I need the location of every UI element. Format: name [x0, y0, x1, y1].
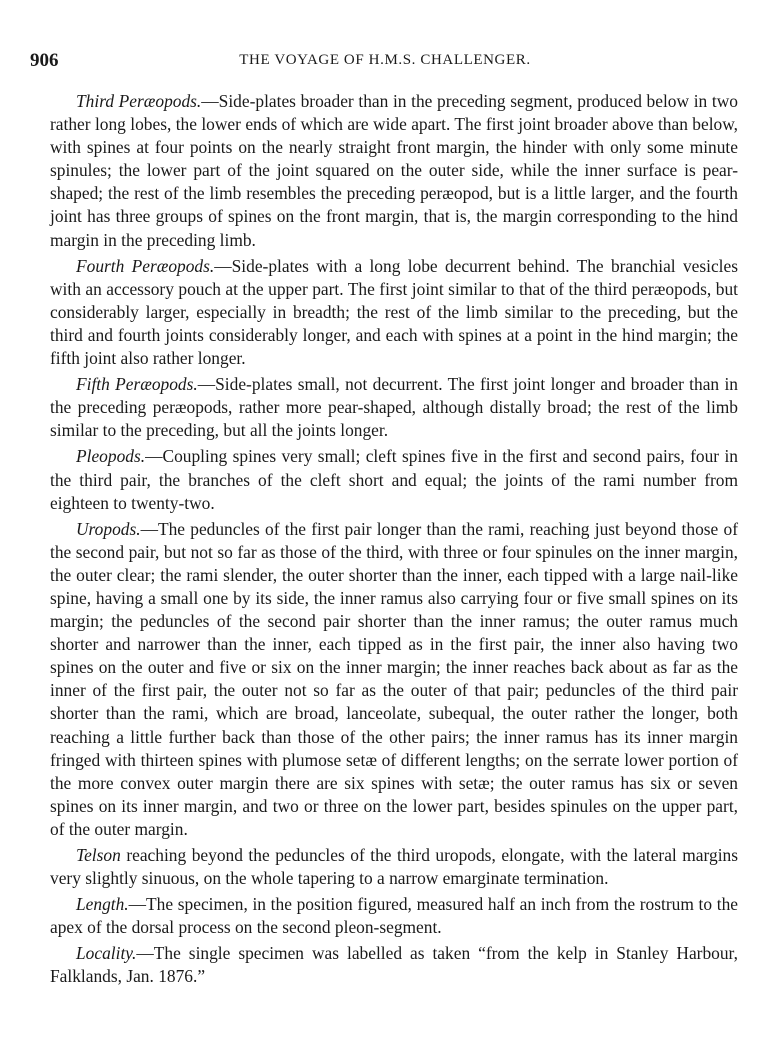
paragraph-third-peraeopods — [50, 90, 738, 252]
page-number: 906 — [30, 50, 59, 71]
paragraph-lead: Fifth Peræopods. — [76, 374, 198, 395]
paragraph-lead: Length. — [76, 894, 129, 915]
paragraph-uropods — [50, 518, 738, 841]
running-title: THE VOYAGE OF H.M.S. CHALLENGER. — [239, 52, 531, 68]
paragraph-fifth-peraeopods — [50, 373, 738, 442]
paragraph-lead: Pleopods. — [76, 446, 146, 467]
paragraph-length — [50, 893, 738, 939]
paragraph-text: —The specimen, in the position figured, measured half an inch from the rostrum to the apex of the dorsal process on the second pleon-segment. — [50, 894, 738, 938]
body-text — [50, 90, 738, 989]
paragraph-text: —Side-plates small, not decurrent. The first joint longer and broader than in the preceding peræopods, rather more pear-shaped, although distally broad; the rest of the limb similar to the preceding, but all the joints longer. — [50, 374, 738, 441]
paragraph-lead: Fourth Peræopods. — [76, 255, 215, 276]
paragraph-text: —Coupling spines very small; cleft spines five in the first and second pairs, four in the third pair, the branches of the cleft short and equal; the joints of the rami number from eighteen to twenty-two. — [50, 446, 738, 513]
paragraph-text: reaching beyond the peduncles of the third uropods, elongate, with the lateral margins very slightly sinuous, on the whole tapering to a narrow emarginate termination. — [50, 845, 738, 889]
paragraph-fourth-peraeopods — [50, 255, 738, 370]
paragraph-text: —Side-plates broader than in the preceding segment, produced below in two rather long lobes, the lower ends of which are wide apart. The first joint broader above than below, with spines at four points on the nearly straight front margin, the hinder with only some minute spinules; the lower part of the joint squared on the outer side, while the inner surface is pear-shaped; the rest of the limb resembles the preceding peræopod, but is a little larger, and the fourth joint has three groups of spines on the front margin, that is, the margin corresponding to the hind margin in the preceding limb. — [50, 91, 738, 250]
paragraph-pleopods — [50, 445, 738, 514]
paragraph-lead: Telson — [76, 845, 121, 865]
paragraph-lead: Third Peræopods. — [76, 91, 202, 111]
paragraph-telson — [50, 844, 738, 890]
paragraph-lead: Uropods. — [76, 518, 141, 539]
paragraph-text: —Side-plates with a long lobe decurrent behind. The branchial vesicles with an accessory pouch at the upper part. The first joint similar to that of the third peræopods, but considerably larger, especially in breadth; the rest of the limb similar to the preceding, but the third and fourth joints considerably longer, and each with spines at a point in the hind margin; the fifth joint also rather longer. — [50, 255, 739, 369]
paragraph-lead: Locality. — [76, 943, 137, 964]
running-header — [30, 50, 740, 74]
paragraph-locality — [50, 942, 738, 988]
paragraph-text: —The single specimen was labelled as taken “from the kelp in Stanley Harbour, Falklands, Jan. 1876.” — [50, 943, 738, 987]
paragraph-text: —The peduncles of the first pair longer than the rami, reaching just beyond those of the second pair, but not so far as those of the third, with three or four spinules on the inner margin, the outer clear; the rami slender, the outer shorter than the inner, each tipped with a large nail-like spine, having a small one by its side, the inner ramus also carrying four or five small spines on its margin; the peduncles of the second pair shorter than the inner ramus; the outer ramus much shorter and narrower than the inner, each tipped as in the first pair, the inner also having two spines on the outer and five or six on the inner margin; the inner reaches back about as far as the inner of the first pair, the outer not so far as the outer of that pair; peduncles of the third pair shorter than the rami, which are broad, lanceolate, subequal, the outer rather the longer, both reaching a little further back than those of the other pairs; the inner ramus has its inner margin fringed with thirteen spines with plumose setæ of different lengths; on the serrate lower portion of the more convex outer margin there are six spines with setæ; the outer ramus has six or seven spines on its inner margin, and two or three on the lower part, besides spinules on the upper part, of the outer margin. — [50, 518, 738, 839]
